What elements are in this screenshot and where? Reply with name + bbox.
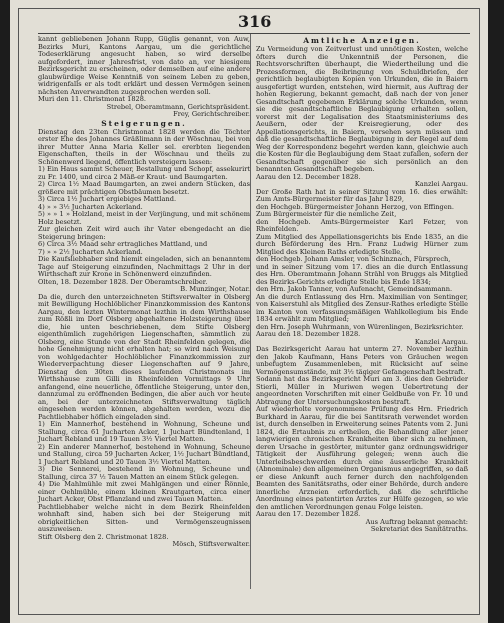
left-column-paragraph: Die Kaufsliebhaber sind hiemit eingeladen, sich an benanntem Tage auf Steigerung einzufinden, Nachmittags 2 Uhr in der Wirthschaft zur Krone in Schönenwerd einzufinden. [38,255,250,278]
left-column-paragraph: kannt gebliebenen Johann Rupp, Güglis genannt, von Auw, Bezirks Muri, Kantons Aargau, um die gerichtliche Todeserklärung angesucht haben, so wird derselbe aufgefordert, inner Jahresfrist, von dato an, vor hiesigem Bezirksgericht zu erscheinen, oder demselben auf eine andere glaubwürdige Weise Kenntniß von seinem Leben zu geben, widrigenfalls er als todt erklärt und dessen Vermögen seinen nächsten Anverwandten zugesprochen werden soll. [38,35,250,96]
left-column-paragraph: Olten, 18. Dezember 1828. Der Oberamtschreiber. [38,277,208,286]
right-column-paragraph: und in seiner Sitzung vom 17. dies an die durch Entlassung des Hrn. Oberamtmann Johann Strähl von Bruggs als Mitglied des Bezirks-Gerichts erledigte Stelle bis Ende 1834; [256,262,468,286]
document-page [10,0,488,623]
left-column-paragraph: Mösch, Stiftsverwalter. [172,540,250,548]
left-column-paragraph: 2) Ein anderer Mannerhof, bestehend in Wohnung, Scheune und Stallung, circa 59 Jucharten Acker, 1½ Juchart Bündtland, 1 Juchart Rebland und 20 Tauen 3½ Viertel Matten. [38,442,250,466]
left-column-paragraph: Strebel, Oberamtmann, Gerichtspräsident. [106,102,250,111]
left-column-paragraph: 4) Die Mahlmühle mit zwei Mahlgängen und einer Rönnle, einer Oehlmühle, einem kleinen Krautgarten, circa einer Juchart Acker, Obst Pflanzland und zwei Tauen Matten. [38,480,250,503]
right-column-paragraph: Amtliche Anzeigen. [303,36,421,45]
right-column-paragraph: Aarau den 12. December 1828. [256,172,361,181]
page-number: 316 [238,12,272,31]
left-column-paragraph: 4) » » 3½ Jucharten Ackerland. [38,202,143,211]
left-column-paragraph: B. Munzinger, Notar. [180,285,250,293]
left-column-paragraph: 1) Ein Haus sammt Scheuer, Bestallung und Schopf, assekurirt zu Fr. 1400, und circa 2 Mäß-er Kraut- und Baumgarten. [38,165,250,181]
left-column-paragraph: 7) » » 2½ Jucharten Ackerland. [38,247,143,256]
left-column-paragraph: Muri den 11. Christmonat 1828. [38,95,147,103]
right-column-paragraph: den Hochgeb. Bürgermeister Johann Herzog, von Effingen. [256,202,455,211]
left-column-paragraph: Steigerungen. [101,118,187,128]
header-rule [38,33,470,34]
right-column-paragraph: den Hochgeb. Johann Amsler, von Schinznach, Fürsprech, [256,255,451,263]
right-column [256,36,468,534]
right-column-paragraph: Kanzlei Aargau. [414,337,468,346]
right-column-paragraph: Sekretariat des Sanitätraths. [370,525,468,533]
right-column-paragraph: Aus Auftrag bekannt gemacht: [365,517,468,526]
right-column-paragraph: Aarau den 17. Dezember 1828. [256,510,361,518]
left-column [38,36,250,549]
right-column-paragraph: Kanzlei Aargau. [414,180,468,188]
left-column-paragraph: Pachtliebhaber welche nicht in dem Bezirk Rheinfelden wohnhaft sind, haben sich bei der Steigerung mit obrigkeitlichen Sitten- und Vermögenszeugnissen auszuweisen. [38,502,250,533]
right-column-paragraph: Aarau den 18. Dezember 1828. [256,330,361,338]
right-column-paragraph: Auf wiederholte vorgenommene Prüfung des Hrn. Friedrich Burkhard in Aarau, für die bei Santitsrath verwendet worden ist, durch denselben in Erweiterung seines Patents vom 2. Juni 1824, die Ertaubnis zu ertheilen, die Behandlung aller jener langwierigen chronischen Krankheiten über sich zu nehmen, deren Ursache in gestörter, mitunter ganz ordnungswidriger Tätigkeit der Ausführung gelegen; wenn auch die Unterleibsbeschwerden durch eine äusserliche Krankheit (Abnominale) den allgemeinen Organismus angegriffen, so daß er diese Ankunft auch ferner durch den nachfolgenden Beamten des Sanitätsraths, oder einer Behörde, durch andere innerliche Arzneien erforderlich, daß die schriftliche Anordnung eines patentirten Arztes zur Hülfe gezogen, so wie den amtlichen Verordnungen genau Folge leisten. [256,405,468,511]
right-column-paragraph: Zum Mitglied des Appellationsgerichts bis Ende 1835, an die durch Beförderung des Hrn. Franz Ludwig Hürner zum Mitglied des Kleinen Raths erledigte Stelle, [256,232,468,256]
right-column-paragraph: Das Bezirksgericht Aarau hat unterm 27. November lezthin den Jakob Kaufmann, Hans Peters von Gräuchen wegen unbefugtem Zusammenleben, mit Rücksicht auf seine Vermögensumstände, mit 3½ tägiger Gefangenschaft bestraft. [256,345,468,376]
right-column-paragraph: Zum Bürgermeister für die nemliche Zeit, [256,210,397,218]
book-binding-left [0,0,10,623]
right-column-paragraph: An die durch Entlassung des Hrn. Maximilian von Sentinger, von Kaiserstuhl als Mitglied des Zensur-Rathes erledigte Stelle im Kanton von verfassungsmäßigen Wahlkollegium bis Ende 1834 erwählt zum Mitglied; [256,292,468,323]
right-column-paragraph: Zu Vermeidung von Zeitverlust und unnötigen Kosten, welche öfters durch die Unkenntniß der Personen, die Rechtsvorschriften überhaupt, die Wiedertheilung und die Prozessformen, die Beibringung von Schuldbriefen, der gerichtlich beglaubigten Kopien von Urkunden, die in Baiern ausgefertigt wurden, entstehen, wird hiermit, aus Auftrag der hohen Regierung, bekannt gemacht, daß nach der von jener Gesandtschaft gegebenen Erklärung solche Urkunden, wenn sie die gesandtschaftliche Beglaubigung erhalten sollen, vorerst mit der Legalisation des Staatsministeriums des Aeußern, oder der Kreisregierung, oder des Appellationsgerichts, in Baiern, versehen seyn müssen und daß die gesandtschaftliche Beglaubigung in der Regel auf dem Weg der Korrespondenz begehrt werden kann, gleichwie auch die Kosten für die Beglaubigung dem Staat zufallen, sofern der Gesandtschaft gegenüber sie sich persönlich an den benannten Gesandtschaft begeben. [256,45,468,173]
left-column-paragraph: Stift Olsberg den 2. Christmonat 1828. [38,532,169,541]
right-column-paragraph: Sodann hat das Bezirksgericht Muri am 3. dies den Gebrüder Stierli, Müller in Muriwen wegen Uebertretung der angeordneten Vorschriften mit einer Geldbuße von Fr. 10 und Abtragung der Untersuchungskosten bestraft. [256,375,468,406]
left-column-paragraph: Da die, durch den unterzeichneten Stiftsverwalter in Olsberg mit Bewilligung Hochlöblicher Finanzkommission des Kantons Aargau, den lezten Wintermonat lezthin in dem Wirthshause zum Rößli im Dorf Olsberg abgehaltene Holzsteigerung über die, hie unten beschriebenen, dem Stifte Olsberg eigenthümlich zugehörigen Liegenschaften, sämmtlich zu Olsberg, eine Stunde von der Stadt Rheinfelden gelegen, die hohe Genehmigung nicht erhalten hat; so wird nach Weisung von wohlgedachter Hochlöblicher Finanzkommission zur Wiederverpachtung dieser Liegenschaften auf 9 Jahre, Dienstag den 30ten dieses laufenden Christmonats im Wirthshause zum Gilli in Rheinfelden Vormittags 9 Uhr anfangend, eine neuerliche, öffentliche Steigerung, unter den, dannzumal zu eröffnenden Bedingen, die aber auch vor heute an, bei der unterzeichneten Stiftsverwaltung täglich eingesehen werden können, abgehalten werden, wozu die Pachtliebhaber höflich eingeladen sind. [38,292,250,421]
left-column-paragraph: Frey, Gerichtschreiber. [173,110,250,118]
right-column-paragraph: Der Große Rath hat in seiner Sitzung vom 16. dies erwählt: Zum Amts-Bürgermeister für das Jahr 1829, [256,187,468,203]
left-column-paragraph: 5) » » 1 » Holzland, meist in der Verjüngung, und mit schönem Holz besetzt. [38,210,250,226]
left-column-paragraph: 6) Circa 3½ Maad sehr ertragliches Mattland, und [38,240,208,248]
left-column-paragraph: 3) Circa 1½ Juchart ergiebiges Mattland. [38,195,177,203]
book-binding-right [488,0,504,623]
right-column-paragraph: den Hrn. Jakob Tanner, von Aufenacht, Gemeindsammann. [256,285,453,293]
left-column-paragraph: 1) Ein Mannerhof, bestehend in Wohnung, Scheune und Stallung, circa 61 Jucharten Acker, 1 Juchart Bündtenland, 1 Juchart Rebland und 19 Tauen 3½ Viertel Matten. [38,420,250,443]
right-column-paragraph: den Hrn. Joseph Wuhrmann, von Würenlingen, Bezirksrichter. [256,322,464,331]
left-column-paragraph: 2) Circa 1½ Maad Baumgarten, an zwei andern Stücken, das größere mit prächtigen Obstbäumen besetzt. [38,180,250,196]
column-divider [250,34,251,589]
left-column-paragraph: Dienstag den 23ten Christmonat 1828 werden die Töchter erster Ehe des Johannes Gräßlimann in der Wöschnau, bei von ihrer Mutter Anna Maria Keller sel. ererbten liegenden Eigenschaften, theils in der Wöschnau und theils zu Schönenwerd liegend, öffentlich versteigern lassen: [38,127,250,166]
right-column-paragraph: den Hochgeb. Amts-Bürgermeister Karl Fetzer, von Rheinfelden. [256,217,468,233]
left-column-paragraph: 3) Die Sennerei, bestehend in Wohnung, Scheune und Stallung, circa 37 ½ Tauen Matten an einem Stück gelegen. [38,465,250,481]
left-column-paragraph: Zur gleichen Zeit wird auch ihr Vater ebengedacht an die Steigerung bringen: [38,225,250,241]
